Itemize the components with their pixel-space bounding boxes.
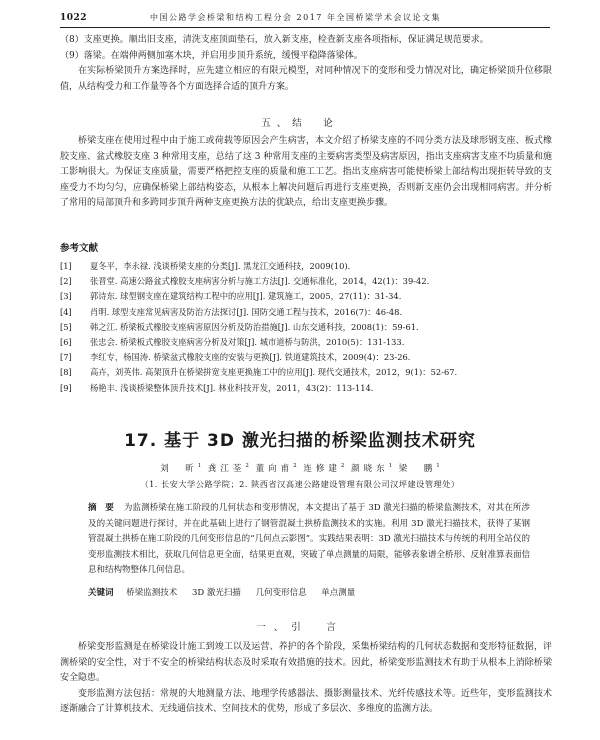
author: 龚江荃$^2$ [207,463,249,474]
journal-title: 中国公路学会桥梁和结构工程分会 2017 年全国桥梁学术会议论文集 [150,13,441,22]
body-paragraph: 变形监测方法包括：常规的大地测量方法、地理学传感器法、摄影测量技术、光纤传感技术等。近些年，变形监测技术逐渐融合了计算机技术、无线通信技术、空间技术的优势，形成了多层次、多维度的监测方法。 [60,688,552,714]
step-item: （8）支座更换。顺出旧支座，清洗支座顶面垫石，放入新支座，检查新支座各项指标，保证满足规范要求。 [60,35,489,45]
page-number: 1022 [60,13,88,23]
reference-item: [5] 韩之江. 桥梁板式橡胶支座病害原因分析及防治措施[J]. 山东交通科技，2008(1)：59-61. [60,321,419,332]
keyword: 3D 激光扫描 [191,588,241,598]
author: 董向甫$^2$ [255,463,297,474]
author: 连修建$^2$ [303,463,345,474]
intro-heading: 一、引 言 [256,622,344,633]
intro-body [60,640,552,718]
author: 颜晓东$^1$ [351,463,393,474]
article-title: 17. 基于 3D 激光扫描的桥梁监测技术研究 [124,431,476,451]
abstract-text: 为监测桥梁在施工阶段的几何状态和变形情况，本文提出了基于 3D 激光扫描的桥梁监测技术，对其在所涉及的关键问题进行探讨，并在此基础上进行了钢管混凝土拱桥监测技术的实施。利用 3D 激光扫描技术，获得了某钢管混凝土拱桥在施工阶段的几何变形信息的“几何点云影图”。实践结果表明：3D 激光扫描技术与传统的利用全站仪的变形监测技术相比，获取几何信息更全面，结果更直观，突破了单点测量的局限，能够表象谱全桥形、反射准算表面信息和结构物整体几何信息。 [88,503,531,575]
reference-item: [2] 张晋堂. 高速公路盆式橡胶支座病害分析与施工方法[J]. 交通标准化，2014，42(1)：39-42. [60,276,430,287]
keyword: 几何变形信息 [255,588,307,598]
running-header [60,11,550,28]
body-paragraph: 在实际桥梁顶升方案选择时，应先建立相应的有限元模型，对同种情况下的变形和受力情况对比，确定桥梁顶升位移限值，从结构受力和工作量等各个方面选择合适的顶升方案。 [60,66,552,92]
reference-item: [8] 高卉，刘英伟. 高架顶升在桥梁拼宽支座更换施工中的应用[J]. 现代交通技术，2012，9(1)：52-67. [60,367,458,378]
keywords-label: 关键词 [88,588,114,598]
reference-item: [1] 夏冬平，李永禄. 浅谈桥梁支座的分类[J]. 黑龙江交通科技，2009(10). [60,261,351,271]
author: 梁 鹏$^1$ [398,463,440,474]
reference-item: [4] 肖明. 球型支座常见病害及防治方法探讨[J]. 国防交通工程与技术，2016(7)：46-48. [60,306,403,317]
abstract-block [88,501,530,579]
reference-item: [6] 张忠会. 桥梁板式橡胶支座病害分析及对策[J]. 城市道桥与防洪，2010(5)：131-133. [60,337,405,348]
abstract-label: 摘 要 [88,503,114,513]
references-list [60,259,552,396]
conclusion-heading: 五、结 论 [261,118,339,129]
previous-article-continuation [60,33,552,95]
step-item: （9）落梁。在端伸两侧加塞木块，并启用步顶升系统，缓慢平稳降落梁体。 [60,50,363,61]
body-paragraph: 桥梁变形监测是在桥梁设计施工到竣工以及运营、养护的各个阶段，采集桥梁结构的几何状态数据和变形特征数据，评测桥梁的安全性，对于不安全的桥梁结构状态及时采取有效措施的技术。因此，桥梁变形监测技术有助于从根本上消除桥梁安全隐患。 [60,642,552,683]
keyword: 桥梁监测技术 [126,588,178,598]
author-line [0,462,600,474]
conclusion-text: 桥梁支座在使用过程中由于施工或荷载等原因会产生病害，本文介绍了桥梁支座的不同分类方法及球形钢支座、板式橡胶支座、盆式橡胶支座 3 种常用支座，总结了这 3 种常用支座的主要病害类型及病害原因，指出支座病害支座不均质量和施工影响很大。为保证支座质量，需要严格把控支座的质量和施工工艺。指出支座病害可能使桥梁上部结构出现拒转导致的支座受力不均匀匀，应确保桥梁上部结构姿态，从根本上解决问题后再进行支座更换，否则新支座仍会出现相同病害。并分析了常用的局部顶升和多跨同步顶升两种支座更换方法的优缺点，给出支座更换步骤。 [60,136,552,208]
affiliation: （1. 长安大学公路学院；2. 陕西省汉高速公路建设管理有限公司汉坪建设管理处） [140,479,460,489]
reference-item: [9] 杨艳丰. 浅谈桥梁整体顶升技术[J]. 林业科技开发，2011，43(2)：113-114. [60,382,374,393]
reference-item: [3] 郭诗东. 球型钢支座在建筑结构工程中的应用[J]. 建筑施工，2005，27(11)：31-34. [60,291,402,302]
conclusion-paragraph [60,134,552,212]
reference-item: [7] 李红专，杨国涛. 桥梁盆式橡胶支座的安装与更换[J]. 铁道建筑技术，2009(4)：23-26. [60,352,411,363]
keyword: 单点测量 [321,588,356,598]
references-heading: 参考文献 [60,243,99,254]
keywords-line [88,586,530,598]
author: 刘 昕$^1$ [160,463,202,474]
